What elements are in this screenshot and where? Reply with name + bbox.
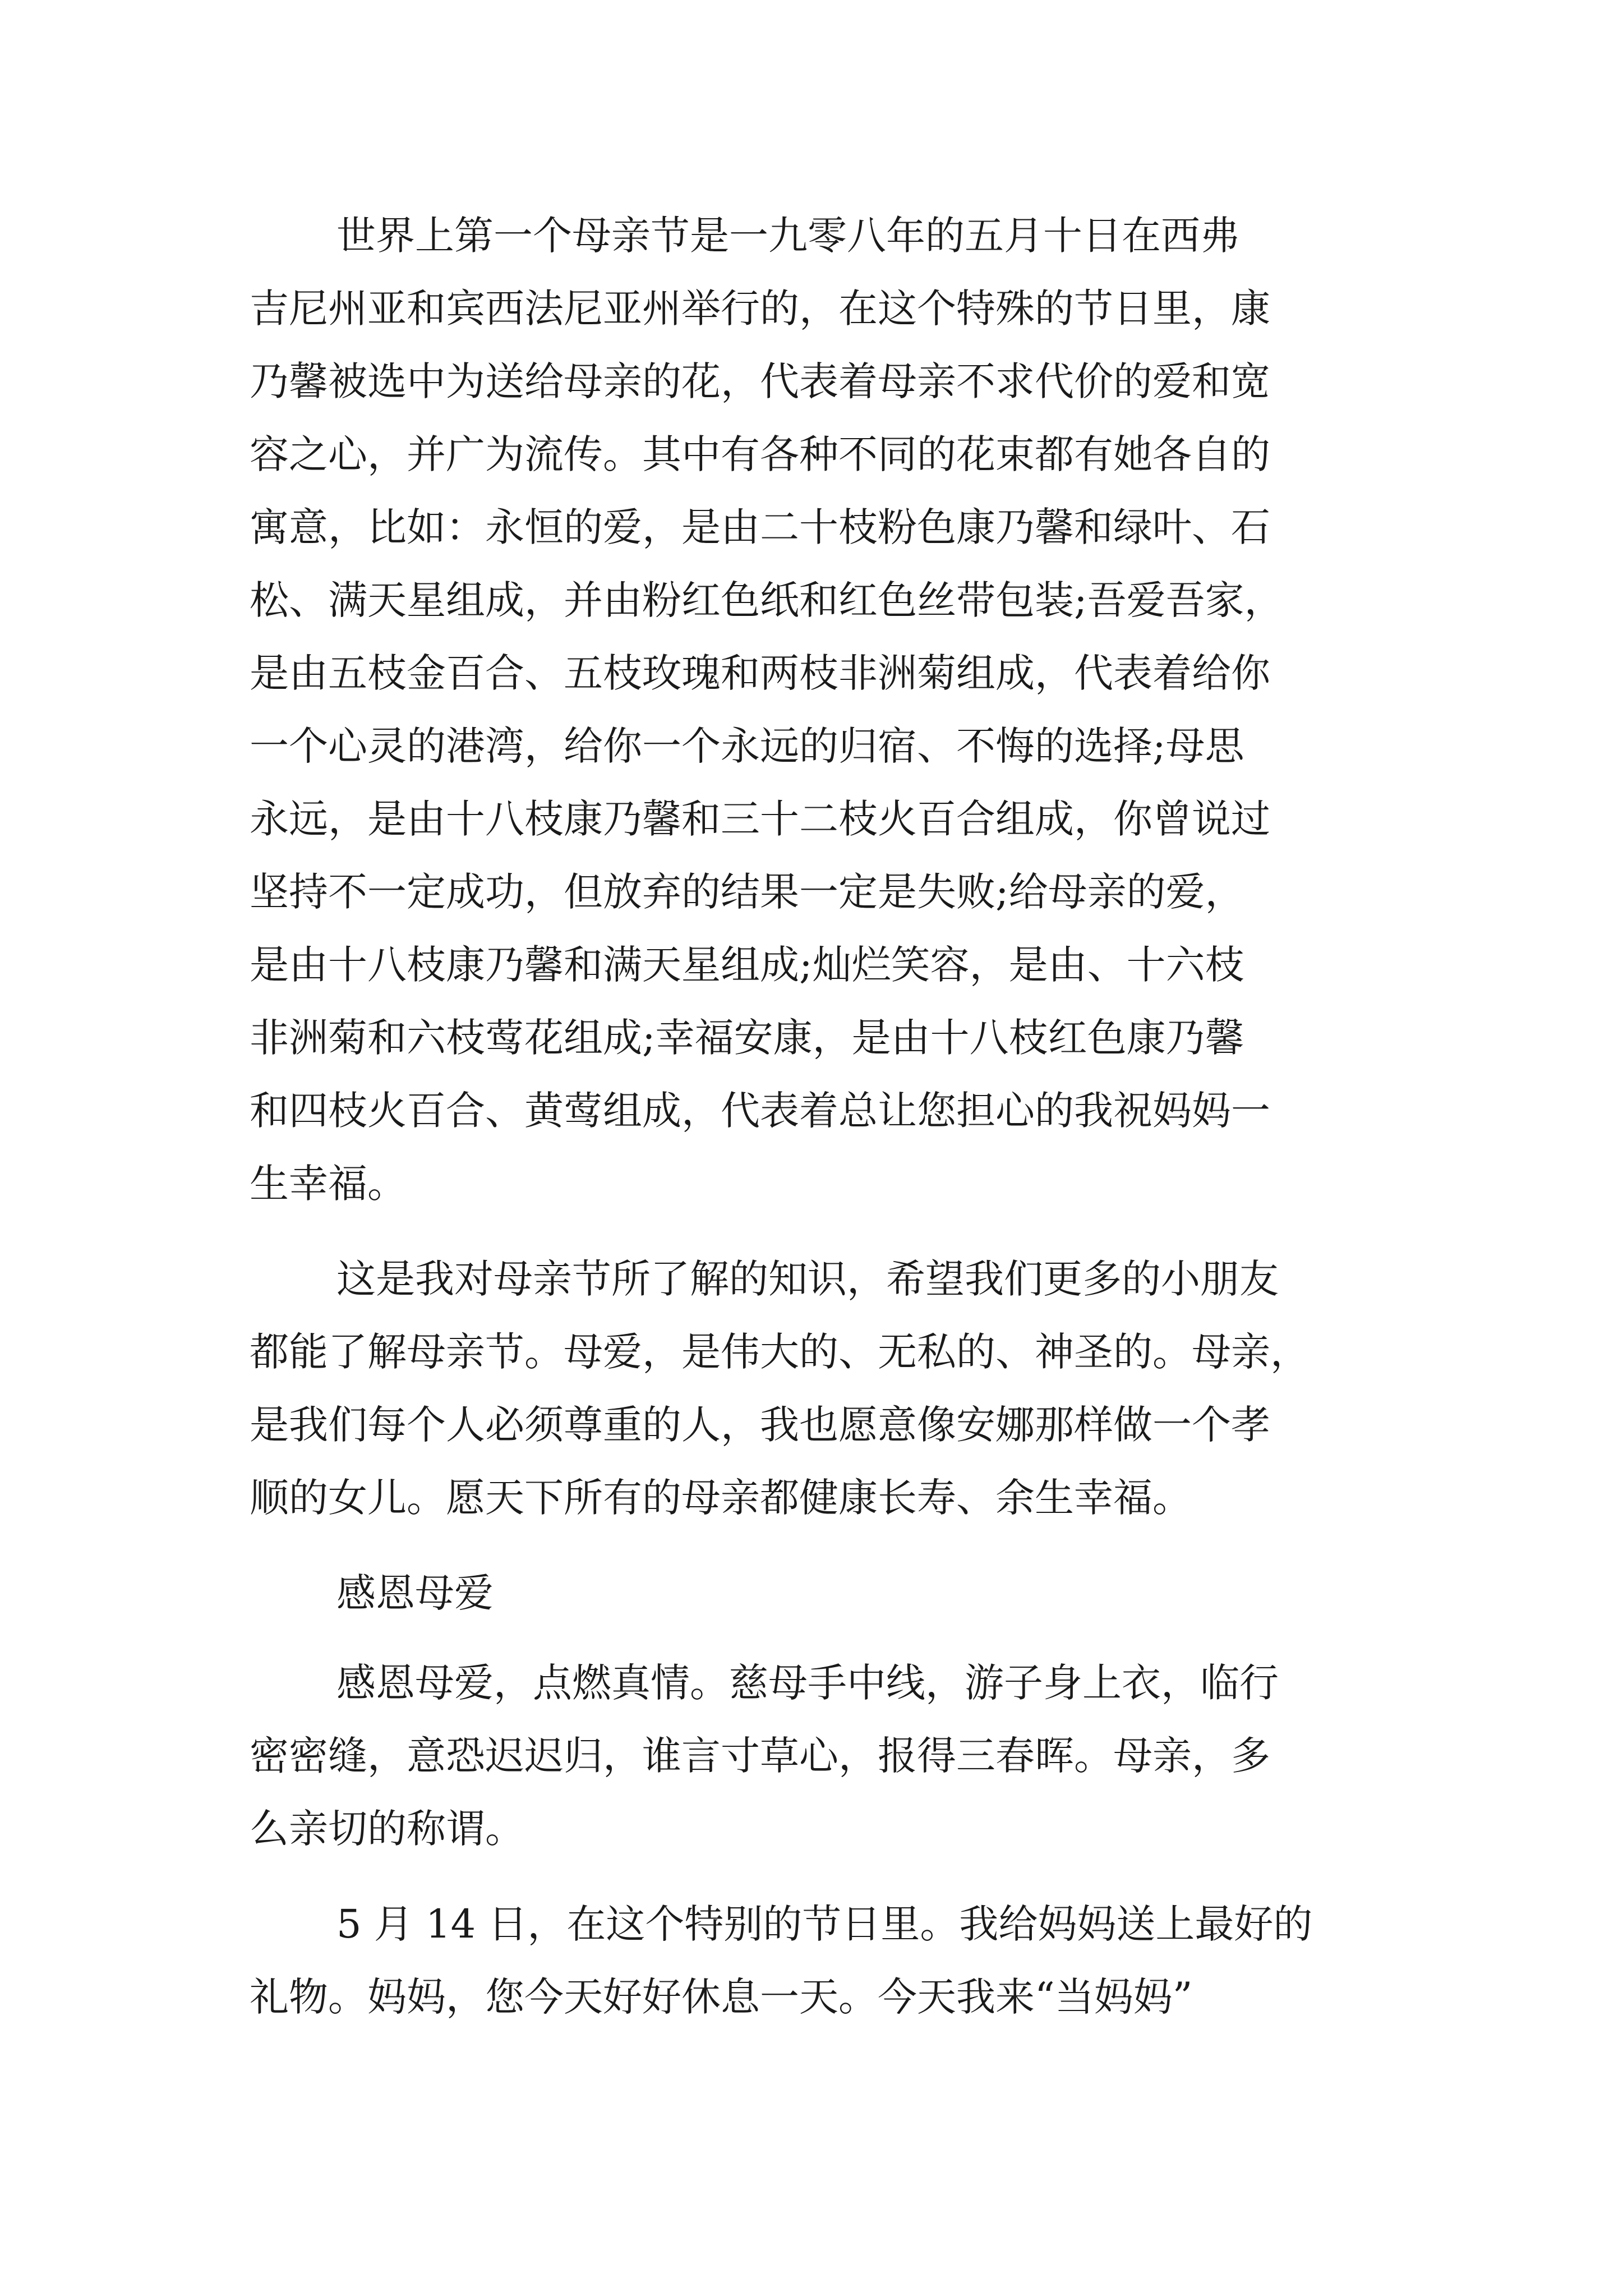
text-line: 是由十八枝康乃馨和满天星组成;灿烂笑容，是由、十六枝 xyxy=(250,942,1244,988)
text-line: 是由五枝金百合、五枝玫瑰和两枝非洲菊组成，代表着给你 xyxy=(250,650,1270,696)
text-line: 乃馨被选中为送给母亲的花，代表着母亲不求代价的爱和宽 xyxy=(250,358,1270,404)
text-line: 吉尼州亚和宾西法尼亚州举行的，在这个特殊的节日里，康 xyxy=(250,286,1270,332)
text-line: 么亲切的称谓。 xyxy=(250,1806,524,1852)
text-line: 都能了解母亲节。母爱，是伟大的、无私的、神圣的。母亲， xyxy=(250,1329,1310,1375)
text-line: 寓意，比如：永恒的爱，是由二十枝粉色康乃馨和绿叶、石 xyxy=(250,504,1270,550)
text-line: 非洲菊和六枝莺花组成;幸福安康，是由十八枝红色康乃馨 xyxy=(250,1015,1244,1061)
text-line: 感恩母爱，点燃真情。慈母手中线，游子身上衣，临行 xyxy=(336,1660,1279,1706)
text-line: 这是我对母亲节所了解的知识，希望我们更多的小朋友 xyxy=(336,1256,1279,1302)
text-line: 5 月 14 日，在这个特别的节日里。我给妈妈送上最好的 xyxy=(336,1901,1313,1947)
text-line: 永远，是由十八枝康乃馨和三十二枝火百合组成，你曾说过 xyxy=(250,796,1270,842)
text-line: 世界上第一个母亲节是一九零八年的五月十日在西弗 xyxy=(336,213,1239,259)
text-line: 和四枝火百合、黄莺组成，代表着总让您担心的我祝妈妈一 xyxy=(250,1088,1270,1134)
text-line: 容之心，并广为流传。其中有各种不同的花束都有她各自的 xyxy=(250,431,1270,477)
text-line: 坚持不一定成功，但放弃的结果一定是失败;给母亲的爱， xyxy=(250,869,1244,915)
text-line: 顺的女儿。愿天下所有的母亲都健康长寿、余生幸福。 xyxy=(250,1475,1192,1521)
section-heading: 感恩母爱 xyxy=(336,1570,494,1616)
text-line: 密密缝，意恐迟迟归，谁言寸草心，报得三春晖。母亲，多 xyxy=(250,1733,1270,1779)
text-line: 礼物。妈妈，您今天好好休息一天。今天我来“当妈妈” xyxy=(250,1974,1193,2020)
text-line: 是我们每个人必须尊重的人，我也愿意像安娜那样做一个孝 xyxy=(250,1402,1270,1448)
text-line: 生幸福。 xyxy=(250,1161,407,1207)
text-line: 一个心灵的港湾，给你一个永远的归宿、不悔的选择;母思 xyxy=(250,723,1244,769)
text-line: 松、满天星组成，并由粉红色纸和红色丝带包装;吾爱吾家， xyxy=(250,577,1284,623)
